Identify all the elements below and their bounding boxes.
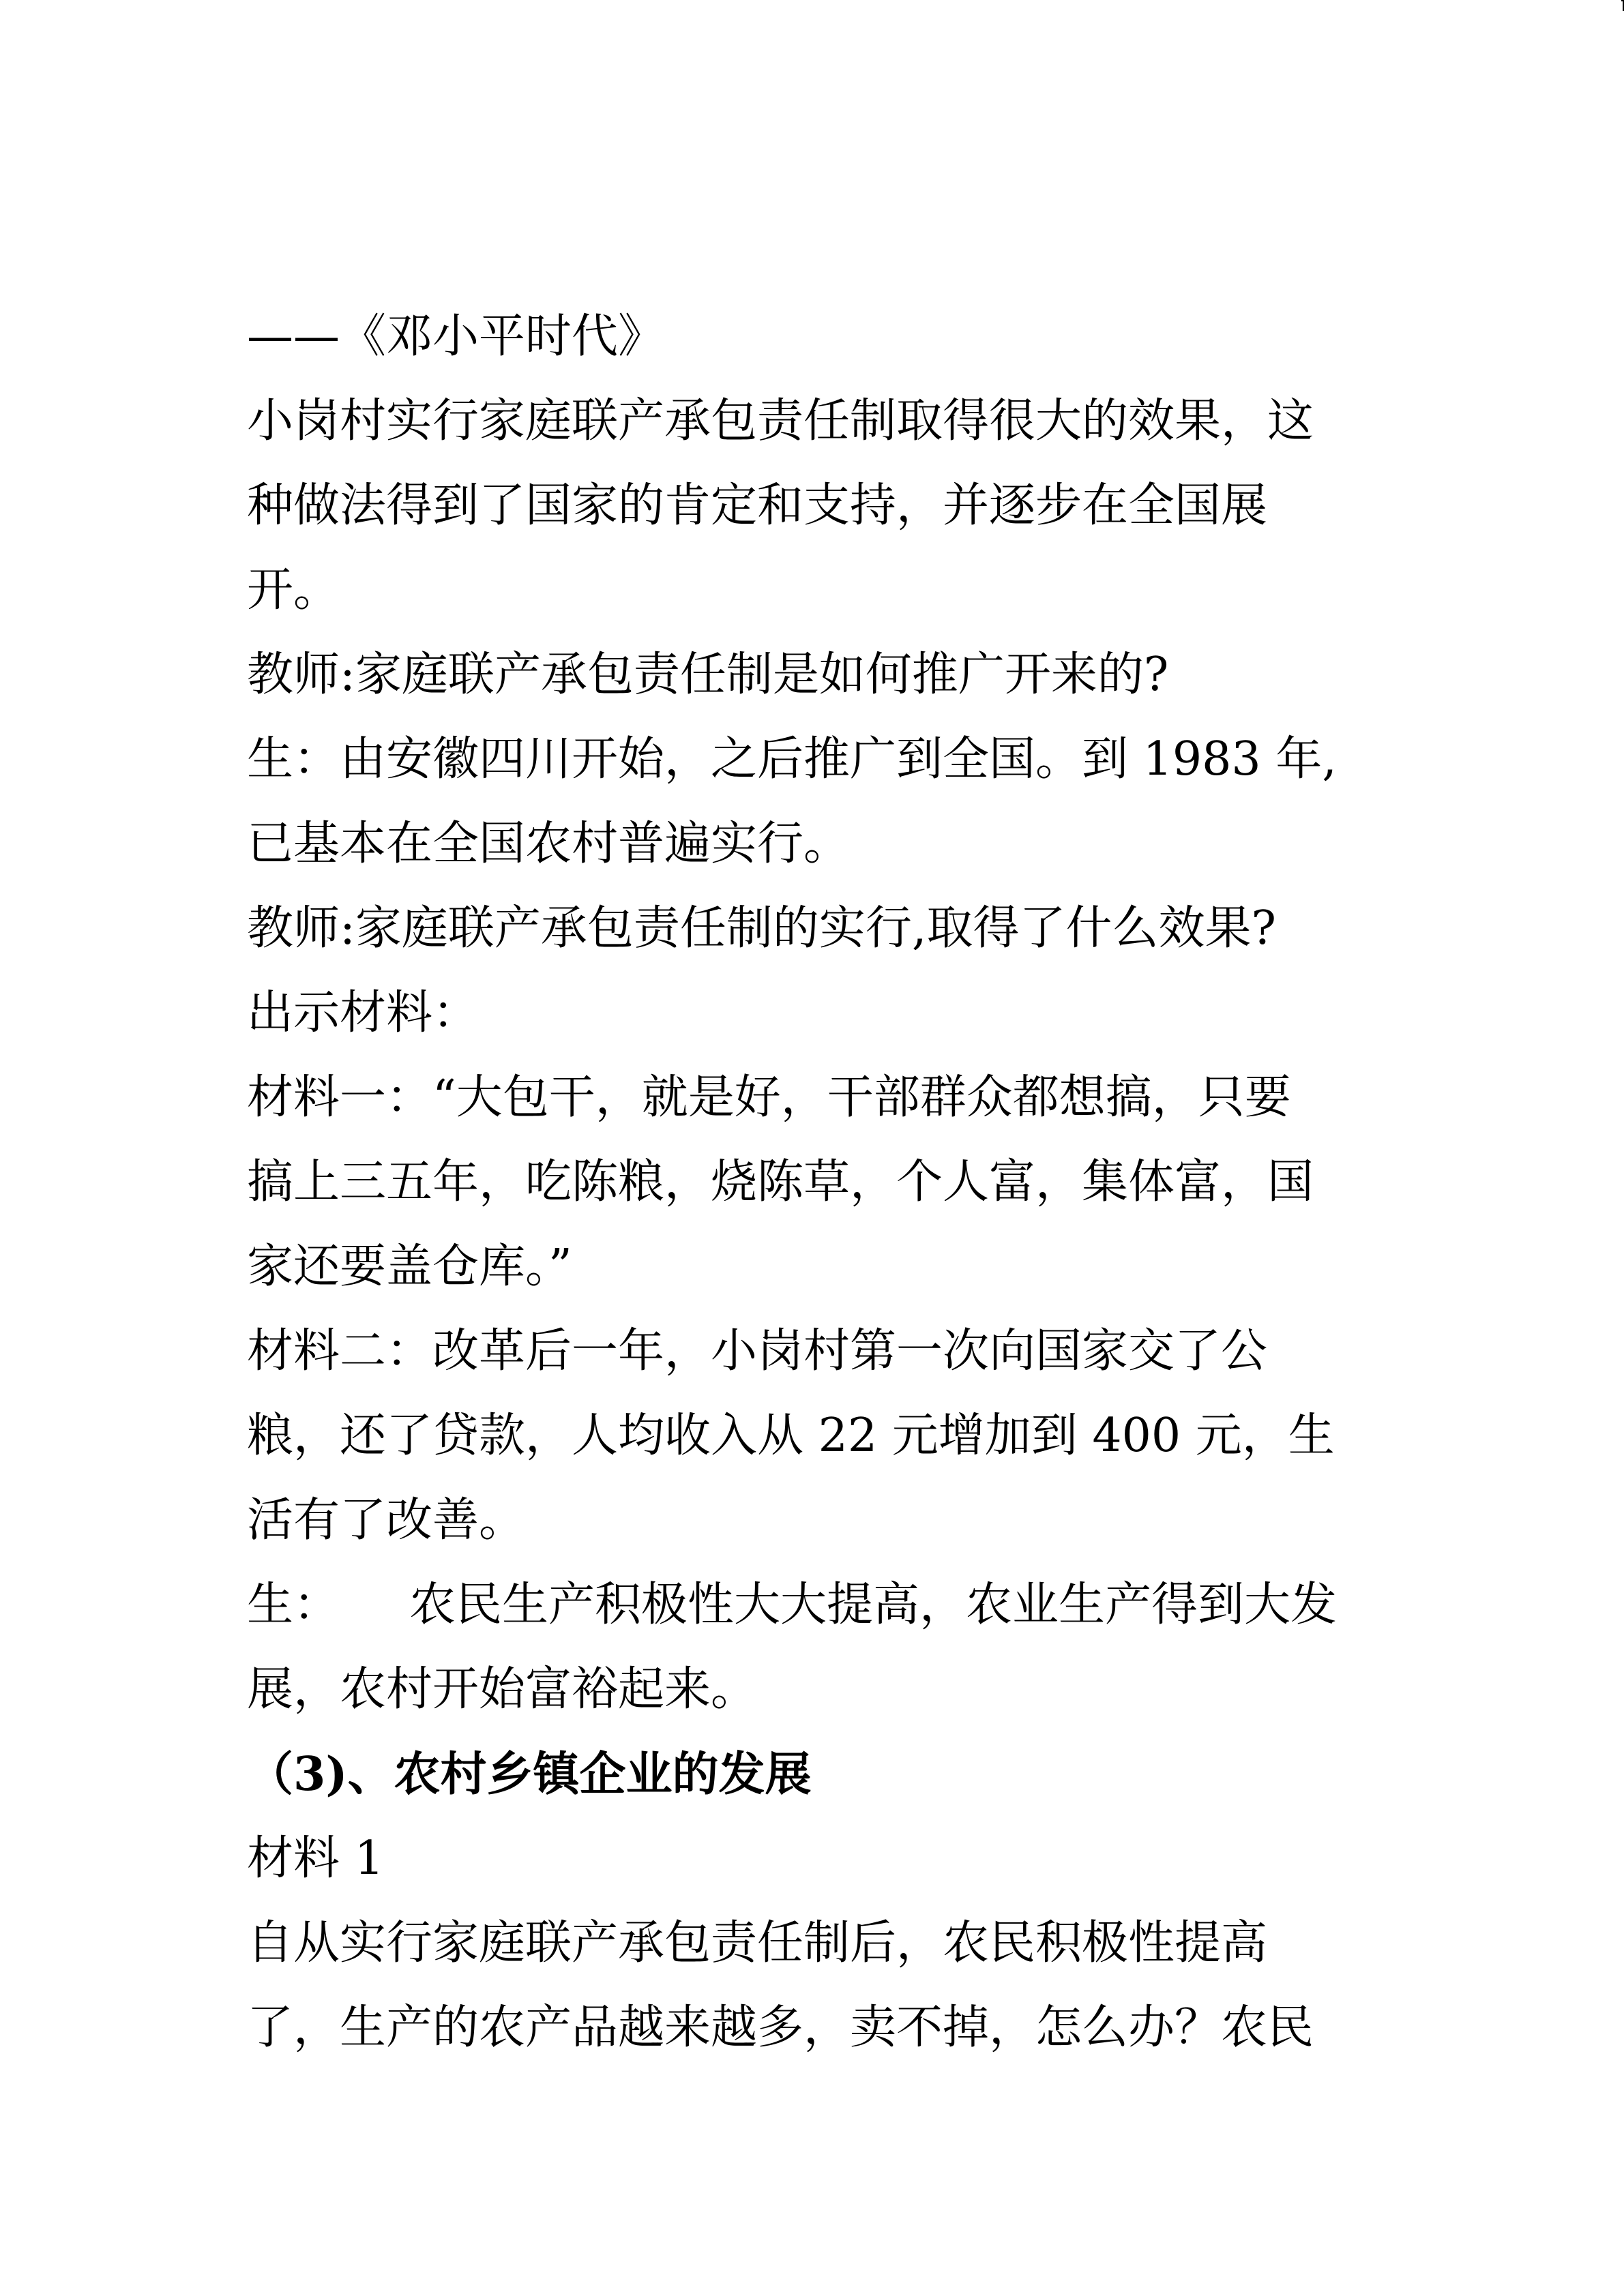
- material-one: 材料一：“大包干，就是好，干部群众都想搞，只要: [247, 1071, 1291, 1124]
- source-citation: ——《邓小平时代》: [247, 310, 665, 363]
- material-one-continued: 搞上三五年，吃陈粮，烧陈草，个人富，集体富，国: [247, 1155, 1314, 1209]
- paragraph-line: 小岗村实行家庭联产承包责任制取得很大的效果，这: [247, 394, 1314, 448]
- paragraph-line: 了，生产的农产品越来越多，卖不掉，怎么办？农民: [247, 2001, 1314, 2055]
- material-two-continued: 粮，还了贷款，人均收入从 22 元增加到 400 元，生: [247, 1409, 1335, 1463]
- paragraph-line: 开。: [247, 563, 340, 617]
- paragraph-line: 自从实行家庭联产承包责任制后，农民积极性提高: [247, 1916, 1268, 1970]
- student-answer-continued: 展，农村开始富裕起来。: [247, 1663, 758, 1716]
- document-body: [247, 295, 1379, 2070]
- student-answer: 生： 农民生产积极性大大提高，农业生产得到大发: [247, 1578, 1338, 1632]
- page-corner-mark: [1621, 0, 1624, 11]
- teacher-question: 教师:家庭联产承包责任制的实行,取得了什么效果?: [247, 901, 1276, 955]
- paragraph-line: 种做法得到了国家的肯定和支持，并逐步在全国展: [247, 479, 1268, 533]
- material-one-continued: 家还要盖仓库。”: [247, 1240, 572, 1294]
- material-label: 材料 1: [247, 1832, 384, 1885]
- student-answer: 生：由安徽四川开始，之后推广到全国。到 1983 年,: [247, 732, 1337, 786]
- teacher-question: 教师:家庭联产承包责任制是如何推广开来的?: [247, 648, 1169, 702]
- material-intro: 出示材料：: [247, 986, 479, 1040]
- student-answer-continued: 已基本在全国农村普遍实行。: [247, 817, 851, 871]
- material-two: 材料二：改革后一年，小岗村第一次向国家交了公: [247, 1324, 1268, 1378]
- section-heading: （3)、农村乡镇企业的发展: [247, 1747, 812, 1802]
- material-two-continued: 活有了改善。: [247, 1493, 526, 1547]
